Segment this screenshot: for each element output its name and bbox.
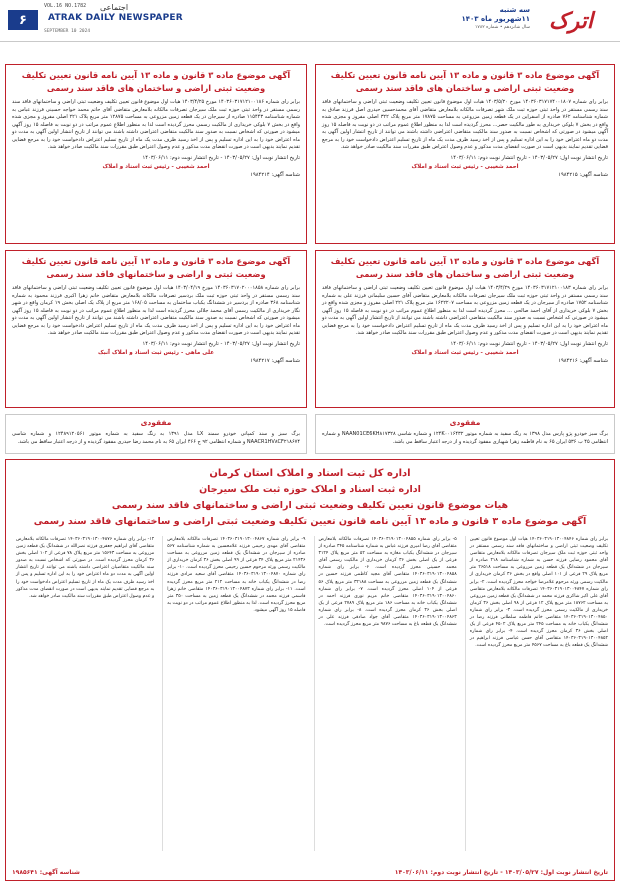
section-label: اجتماعی <box>100 3 129 12</box>
notice-signature: احمد شعیبی - رئیس ثبت اسناد و املاک <box>411 349 519 356</box>
volume-date: SEPTEMBER 10 2024 <box>44 29 91 34</box>
issue-date: ۱۱شهریور ماه ۱۴۰۳ <box>461 15 530 23</box>
notice-body: برابر رای شماره ۱۴۰۳۶۰۳۱۷۰۲۰۰۰۱۸۵۸ مورخ ۱۴۰۳/۰۴/۱۹ هیات اول موضوع قانون تعیین تکلیف وضعیت ثبتی اراضی و ساختمانهای فاقد سند رسمی مستقر در واحد ثبتی حوزه ثبت ملک بردسیر تصرفات مالکانه بلامعارض متقاضی خانم زهرا اکبری فرزند محمود به شماره شناسنامه ۳۶۸ صادره از بردسیر در ششدانگ یکباب ساختمان به مساحت ۱۶۸/۰۵ متر مربع از پلاک یک اصلی بخش ۱۹ کرمان واقع در شهر نگار خریداری از مالکیت رسمی آقای محمد جلالی محرز گردیده است لذا به منظور اطلاع عموم مراتب در دو نوبت به فاصله ۱۵ روز آگهی میشود در صورتی که اشخاص نسبت به صدور سند مالکیت متقاضی اعتراضی داشته باشند می توانند از تاریخ انتشار اولین آگهی به مدت دو ماه اعتراض خود را به این اداره تسلیم و پس از اخذ رسید ظرف مدت یک ماه از تاریخ تسلیم اعتراض دادخواست خود را به مرجع قضایی تقدیم نمایند بدیهی است در صورت انقضای مدت مذکور و عدم وصول اعتراض طبق مقررات سند مالکیت صادر خواهد شد. <box>12 285 301 336</box>
notice-signature: احمد شعیبی - رئیس ثبت اسناد و املاک <box>411 163 519 170</box>
lost-notice-body: برگ سبز و سند کمپانی خودرو سمند LX مدل ۱۳۹۱ به رنگ سفید به شماره موتور ۱۲۴۸۹۱۲۰۵۶۱ و شماره شاسی NAACR1HV۸CF۲۱۸۶۷۴ و شماره انتظامی ۹۲ ج ۴۶۶ ایران ۶۵ به نام محمد رضا حیدری مفقود گردیده و از درجه اعتبار ساقط می باشد. <box>12 431 300 445</box>
big-notice-id: شناسه آگهی: ۱۹۸۵۶۴۱ <box>12 869 80 876</box>
big-notice-columns <box>12 536 608 851</box>
issue-day: سه شنبه <box>499 6 530 14</box>
notice-date: تاریخ انتشار نوبت اول: ۱۴۰۳/۰۵/۲۷ - تاریخ انتشار نوبت دوم: ۱۴۰۳/۰۶/۱۱ <box>142 340 300 347</box>
big-notice-column: ۵- برابر رای شماره ۱۴۰۳۶۰۳۱۹۰۱۳۰۰۴۸۵۵ تصرفات مالکانه بلامعارض متقاضی آقای رضا امیری فرزند عباس به شماره شناسنامه ۳۴۵ صادره از سیرجان در ششدانگ یکباب مغازه به مساحت ۵۲ متر مربع پلاک ۳۱۲۴ فرعی از یک اصلی بخش ۳۶ کرمان خریداری از مالکیت رسمی آقای محمد حسینی محرز گردیده است. ۶- برابر رای شماره ۱۴۰۳۶۰۳۱۹۰۱۳۰۰۴۸۵۸ متقاضی آقای مجید کاظمی فرزند حسین در ششدانگ یک قطعه زمین مزروعی به مساحت ۳۲۱۸۸ متر مربع پلاک ۵۶ فرعی از ۱۰۴ اصلی محرز گردیده است. ۷- برابر رای شماره ۱۴۰۳۶۰۳۱۹۰۱۳۰۰۴۸۶۰ متقاضی خانم مریم نوری فرزند احمد در ششدانگ یکباب خانه به مساحت ۱۸۶ متر مربع پلاک ۲۷۸۹ فرعی از یک اصلی بخش ۳۶ کرمان محرز گردیده است. ۸- برابر رای شماره ۱۴۰۳۶۰۳۱۹۰۱۳۰۰۴۸۶۳ متقاضی آقای جواد صادقی فرزند علی در ششدانگ یک قطعه باغ به مساحت ۹۸۷۶ متر مربع محرز گردیده است. <box>314 536 457 851</box>
newspaper-logo: اترک <box>548 8 594 34</box>
big-notice <box>5 459 615 881</box>
notice-id: شناسه آگهی: ۱۹۸۴۲۱۷ <box>250 357 300 364</box>
lost-notice-title: مفقودی <box>140 418 172 427</box>
notice-box <box>5 250 307 408</box>
big-notice-line-4: آگهی موضوع ماده ۳ قانون و ماده ۱۳ آیین نامه قانون تعیین تکلیف وضعیت ثبتی اراضی و ساختمانهای فاقد سند رسمی <box>33 516 587 527</box>
volume-number: VOL.16 NO.1782 <box>44 3 87 9</box>
big-notice-header <box>12 466 608 530</box>
nameplate: ATRAK DAILY NEWSPAPER <box>48 13 183 23</box>
notice-box <box>315 250 615 408</box>
notice-id: شناسه آگهی: ۱۹۸۴۲۱۵ <box>558 171 608 178</box>
notice-title: آگهی موضوع ماده ۳ قانون و ماده ۱۳ آیین نامه قانون تعیین تکلیف وضعیت ثبتی اراضی و ساختمان های فاقد سند رسمی <box>330 256 600 279</box>
page-number: ۶ <box>8 10 38 30</box>
notice-date: تاریخ انتشار نوبت اول: ۱۴۰۳/۰۵/۲۷ - تاریخ انتشار نوبت دوم: ۱۴۰۳/۰۶/۱۱ <box>450 154 608 161</box>
big-notice-footer <box>12 869 608 876</box>
lost-notice-body: برگ سبز خودرو پژو پارس مدل ۱۳۹۸ به رنگ سفید به شماره موتور ۱۲۴K۰۰۱۶۴۳۲ و شماره شاسی NAAN01CE6KH۸۱۷۳۲۸ و شماره انتظامی ۴۵ ب ۵۳۶ ایران ۶۵ به نام فاطمه زهرا شهبازی مفقود گردیده و از درجه اعتبار ساقط می باشد. <box>322 431 608 445</box>
notice-body: برابر رای شماره ۱۴۰۳۶۰۳۱۷۱۷۴۰۰۱۸۰۷ مورخ ۱۴۰۳/۵/۲۰ هیات اول موضوع قانون تعیین تکلیف وضعیت ثبتی اراضی و ساختمانهای فاقد سند رسمی مستقر در واحد ثبتی حوزه ثبت ملک شهر تصرفات مالکانه بلامعارض متقاضی آقای محمدحسین حیدری اصل فرزند صادق به شماره شناسنامه ۷۶۲ صادره از اسفراین در یک قطعه زمین مزروعی به مساحت ۱۷۸۷۵ متر مربع پلاک ۳۲۲ اصلی مفروز و مجزی شده واقع در بخش ۷ بلوکی خریداری به طور مالکیت حصر... محرز گردیده است لذا به منظور اطلاع عموم مراتب در دو نوبت به فاصله ۱۵ روز آگهی میشود در صورتی که اشخاص نسبت به صدور سند مالکیت متقاضی اعتراضی داشته باشند می توانند از تاریخ انتشار اولین آگهی به مدت دو ماه اعتراض خود را به این اداره تسلیم و پس از اخذ رسید ظرف مدت یک ماه از تاریخ تسلیم اعتراض دادخواست خود را به مرجع قضایی تقدیم نمایند بدیهی است در صورت انقضای مدت مذکور و عدم وصول اعتراض طبق مقررات سند مالکیت صادر خواهد شد. <box>322 99 608 150</box>
notice-box <box>315 64 615 244</box>
big-notice-line-1: اداره کل ثبت اسناد و املاک استان کرمان <box>209 468 411 479</box>
big-notice-column: ۱۲- برابر رای شماره ۱۴۰۳۶۰۳۱۹۰۱۳۰۰۴۸۷۶ تصرفات مالکانه بلامعارض متقاضی آقای ابراهیم جعفری فرزند نصرالله در ششدانگ یک قطعه زمین مزروعی به مساحت ۱۵۶۴۳ متر مربع پلاک ۷۸ فرعی از ۱۰۲ اصلی بخش ۳۶ کرمان محرز گردیده است. در صورتی که اشخاص نسبت به صدور سند مالکیت متقاضیان اعتراضی داشته باشند می توانند از تاریخ انتشار اولین آگهی به مدت دو ماه اعتراض خود را به این اداره تسلیم و پس از اخذ رسید ظرف مدت یک ماه از تاریخ تسلیم اعتراض دادخواست خود را به مرجع قضایی تقدیم نمایند بدیهی است در صورت انقضای مدت مذکور و عدم وصول اعتراض طبق مقررات سند مالکیت صادر خواهد شد. <box>16 537 155 599</box>
notice-id: شناسه آگهی: ۱۹۸۴۲۱۴ <box>250 171 300 178</box>
notice-body: برابر رای شماره ۱۴۰۳۶۰۳۱۷۱۲۱۰۰۱۸۳ مورخ ۱۴۰۳/۴/۲۹ هیات اول موضوع قانون تعیین تکلیف وضعیت ثبتی اراضی و ساختمانهای فاقد سند رسمی مستقر در واحد ثبتی حوزه ثبت ملک سیرجان تصرفات مالکانه بلامعارض متقاضی آقای حسین سلیمانی فرزند علی به شماره شناسنامه ۱۷۵۲ صادره از سیرجان در یک قطعه زمین مزروعی به مساحت ۱۶۲۲۲۰۷ متر مربع پلاک ۲۲۱ اصلی مفروز و مجزی شده واقع در بخش ۷ بلوکی خریداری از آقای احمد صالحی ... محرز گردیده است لذا به منظور اطلاع عموم مراتب در دو نوبت به فاصله ۱۵ روز آگهی میشود در صورتی که اشخاص نسبت به صدور سند مالکیت متقاضی اعتراضی داشته باشند می توانند از تاریخ انتشار اولین آگهی به مدت دو ماه اعتراض خود را به این اداره تسلیم و پس از اخذ رسید ظرف مدت یک ماه از تاریخ تسلیم اعتراض دادخواست خود را به مرجع قضایی تقدیم نمایند بدیهی است در صورت انقضای مدت مذکور و عدم وصول اعتراض طبق مقررات سند مالکیت صادر خواهد شد. <box>322 285 608 336</box>
big-notice-column: ۹- برابر رای شماره ۱۴۰۳۶۰۳۱۹۰۱۳۰۰۴۸۶۷ تصرفات مالکانه بلامعارض متقاضی آقای مهدی رحیمی فرزند غلامحسین به شماره شناسنامه ۵۶۷ صادره از سیرجان در ششدانگ یک قطعه زمین مزروعی به مساحت ۲۱۴۳۶ متر مربع پلاک ۳۴ فرعی از ۹۹ اصلی بخش ۳۶ کرمان خریداری از مالکیت رسمی ورثه مرحوم حسین رحیمی محرز گردیده است. ۱۰- برابر رای شماره ۱۴۰۳۶۰۳۱۹۰۱۳۰۰۴۸۷۰ متقاضی آقای سعید مرادی فرزند رضا در ششدانگ یکباب خانه به مساحت ۲۱۲ متر مربع محرز گردیده است. ۱۱- برابر رای شماره ۱۴۰۳۶۰۳۱۹۰۱۳۰۰۴۸۷۳ متقاضی خانم زهرا قاسمی فرزند محمد در ششدانگ یک قطعه زمین به مساحت ۳۵۰ متر مربع محرز گردیده است. لذا به منظور اطلاع عموم مراتب در دو نوبت به فاصله ۱۵ روز آگهی میشود. <box>162 536 305 851</box>
notice-title: آگهی موضوع ماده ۳ قانون و ماده ۱۳ آیین نامه قانون تعیین تکلیف وضعیت ثبتی اراضی و ساختمان های فاقد سند رسمی <box>21 70 291 93</box>
lost-notice <box>315 414 615 454</box>
notice-signature: علی ماهی - رئیس ثبت اسناد و املاک آنبک <box>97 349 215 356</box>
notice-id: شناسه آگهی: ۱۹۸۴۲۱۶ <box>558 357 608 364</box>
issue-subline: سال شانزدهم • شماره ۱۷۸۲ <box>475 25 530 30</box>
notice-date: تاریخ انتشار نوبت اول: ۱۴۰۳/۰۵/۲۷ - تاریخ انتشار نوبت دوم: ۱۴۰۳/۰۶/۱۱ <box>142 154 300 161</box>
notice-signature: احمد شعیبی - رئیس ثبت اسناد و املاک <box>102 163 210 170</box>
notice-title: آگهی موضوع ماده ۳ قانون و ماده ۱۳ آیین نامه قانون تعیین تکلیف وضعیت ثبتی اراضی و ساختمان های فاقد سند رسمی <box>330 70 600 93</box>
notice-title: آگهی موضوع ماده ۳ قانون و ماده ۱۳ آیین نامه قانون تعیین تکلیف وضعیت ثبتی و اراضی و ساختمانهای فاقد سند رسمی <box>21 256 291 279</box>
big-notice-column: برابر رای شماره ۱۴۰۳۶۰۳۱۹۰۱۳۰۰۴۸۴۶ هیات اول موضوع قانون تعیین تکلیف وضعیت ثبتی اراضی و ساختمانهای فاقد سند رسمی مستقر در واحد ثبتی حوزه ثبت ملک سیرجان تصرفات مالکانه بلامعارض متقاضی آقای محمود رضایی فرزند حسن به شماره شناسنامه ۲۱۸ صادره از سیرجان در ششدانگ یک قطعه زمین مزروعی به مساحت ۲۶۵۱۸ متر مربع پلاک ۲۹ فرعی از ۱۰۱ اصلی واقع در بخش ۳۶ کرمان خریداری از مالکیت رسمی ورثه مرحوم غلامرضا خواجه محرز گردیده است. ۲- برابر رای شماره ۱۴۰۳۶۰۳۱۹۰۱۳۰۰۴۸۴۷ تصرفات مالکانه بلامعارض متقاضی آقای علی اکبر شاکری فرزند محمد در ششدانگ یک قطعه زمین مزروعی به مساحت ۱۸۷۶۲ متر مربع پلاک ۱۲ فرعی از ۹۸ اصلی بخش ۳۶ کرمان خریداری از مالکیت رسمی محرز گردیده است. ۳- برابر رای شماره ۱۴۰۳۶۰۳۱۹۰۱۳۰۰۴۸۵۰ متقاضی خانم فاطمه سلطانی فرزند رضا در ششدانگ یکباب خانه به مساحت ۲۴۵ متر مربع پلاک ۴۵۰۲ فرعی از یک اصلی بخش ۳۶ کرمان محرز گردیده است. ۴- برابر رای شماره ۱۴۰۳۶۰۳۱۹۰۱۳۰۰۴۸۵۲ متقاضی آقای حسن عباسی فرزند ابراهیم در ششدانگ یک قطعه باغ به مساحت ۴۵۶۷ متر مربع محرز گردیده است. <box>465 536 608 851</box>
notice-date: تاریخ انتشار نوبت اول: ۱۴۰۳/۰۵/۲۷ - تاریخ انتشار نوبت دوم: ۱۴۰۳/۰۶/۱۱ <box>450 340 608 347</box>
masthead <box>0 0 620 42</box>
big-notice-date: تاریخ انتشار نوبت اول: ۱۴۰۳/۰۵/۲۷ - تاریخ انتشار نوبت دوم: ۱۴۰۳/۰۶/۱۱ <box>394 869 608 876</box>
big-notice-line-3: هیات موضوع قانون تعیین تکلیف وضعیت ثبتی اراضی و ساختمانهای فاقد سند رسمی <box>111 500 509 511</box>
lost-notice <box>5 414 307 454</box>
notice-body: برابر رای شماره ۱۴۰۳۶۰۳۱۷۱۲۱۰۰۱۸۶ مورخ ۱۴۰۳/۴/۲۵ هیات اول موضوع قانون تعیین تکلیف وضعیت ثبتی اراضی و ساختمانهای فاقد سند رسمی مستقر در واحد ثبتی حوزه ثبت ملک سیرجان تصرفات مالکانه بلامعارض متقاضی آقای حاتم محمد خواجه حسینی فرزند عباس به شماره شناسنامه ۱۱۵۴۴۳ صادره از سیرجان در یک قطعه زمین مزروعی به مساحت ۱۲۸۷۵ متر مربع پلاک ۲۲۱ اصلی مفروز و مجزی شده واقع در بخش ۷ بلوکی خریداری از مالکیت رسمی محرز گردیده است لذا به منظور اطلاع عموم مراتب در دو نوبت به فاصله ۱۵ روز آگهی میشود در صورتی که اشخاص نسبت به صدور سند مالکیت متقاضی اعتراضی داشته باشند می توانند از تاریخ انتشار اولین آگهی به مدت دو ماه اعتراض خود را به این اداره تسلیم و پس از اخذ رسید ظرف مدت یک ماه از تاریخ تسلیم اعتراض دادخواست خود را به مرجع قضایی تقدیم نمایند بدیهی است در صورت انقضای مدت مذکور و عدم وصول اعتراض طبق مقررات سند مالکیت صادر خواهد شد. <box>12 99 300 150</box>
notice-box <box>5 64 307 244</box>
big-notice-line-2: اداره ثبت اسناد و املاک حوزه ثبت ملک سیرجان <box>199 484 421 495</box>
lost-notice-title: مفقودی <box>449 418 481 427</box>
